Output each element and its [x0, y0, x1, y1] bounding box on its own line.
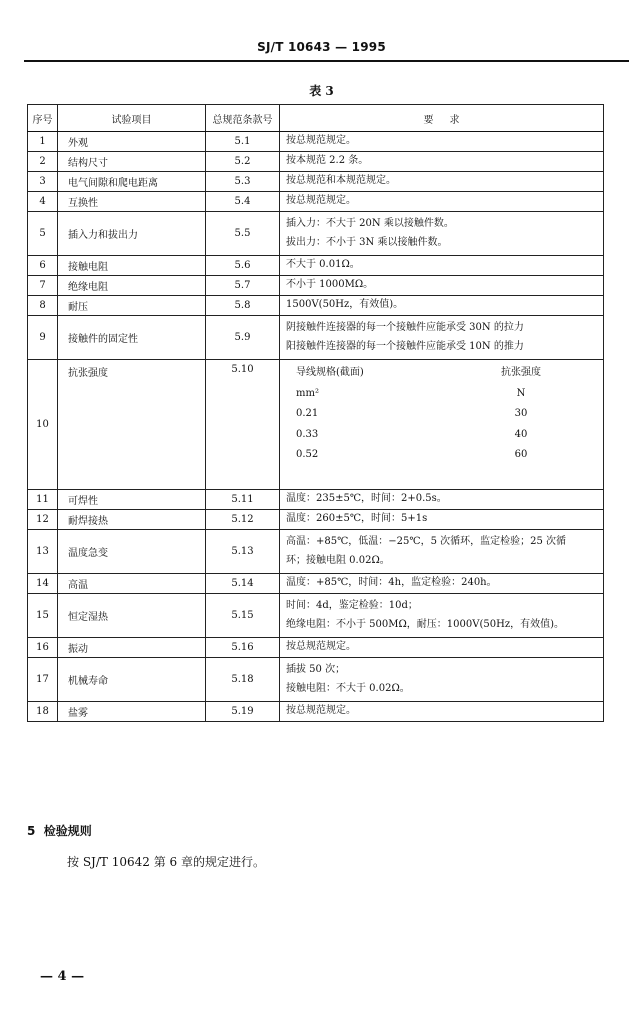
requirement-line: 环；接触电阻 0.02Ω。 — [286, 554, 390, 566]
row-number: 14 — [28, 574, 58, 594]
requirement — [280, 702, 604, 722]
requirement — [280, 172, 604, 192]
table-row — [28, 510, 604, 530]
table-row — [28, 212, 604, 256]
requirement — [280, 490, 604, 510]
row-number: 1 — [28, 132, 58, 152]
test-item: 高温 — [58, 574, 206, 594]
requirement-line: 接触电阻：不大于 0.02Ω。 — [286, 682, 410, 694]
table-row — [28, 490, 604, 510]
test-item: 插入力和拔出力 — [58, 212, 206, 256]
spec-clause-number: 5.13 — [206, 530, 280, 574]
tensile-strength-subtable — [286, 360, 597, 471]
table-row — [28, 360, 604, 490]
requirement-line: 时间：4d，鉴定检验：10d； — [286, 600, 418, 611]
wire-size-header: 导线规格(截面) — [296, 367, 364, 378]
table-row — [28, 276, 604, 296]
wire-size-value: 0.52 — [296, 449, 319, 460]
requirement-line: 按总规范规定。 — [286, 195, 356, 207]
requirement-line: 阴接触件连接器的每一个接触件应能承受 30N 的拉力 — [286, 322, 524, 333]
column-header-no: 序号 — [28, 105, 58, 132]
requirement-line: 按总规范规定。 — [286, 135, 356, 147]
test-item: 机械寿命 — [58, 658, 206, 702]
tensile-strength-header: 抗张强度 — [501, 367, 541, 378]
requirement — [280, 276, 604, 296]
table-row — [28, 594, 604, 638]
test-item: 接触电阻 — [58, 256, 206, 276]
row-number: 13 — [28, 530, 58, 574]
spec-clause-number: 5.10 — [206, 360, 280, 490]
row-number: 4 — [28, 192, 58, 212]
test-item: 恒定湿热 — [58, 594, 206, 638]
tensile-strength-unit: N — [516, 387, 526, 399]
column-header-requirement: 要 求 — [280, 105, 604, 132]
requirement — [280, 132, 604, 152]
requirement-line: 插入力：不大于 20N 乘以接触件数。 — [286, 218, 454, 229]
table-row — [28, 192, 604, 212]
row-number: 3 — [28, 172, 58, 192]
requirement-line: 绝缘电阻：不小于 500MΩ，耐压：1000V(50Hz，有效值)。 — [286, 618, 564, 630]
test-item: 外观 — [58, 132, 206, 152]
test-item: 抗张强度 — [58, 360, 206, 490]
tensile-strength-value: 30 — [514, 408, 528, 419]
test-item: 接触件的固定性 — [58, 316, 206, 360]
requirement — [280, 360, 604, 490]
spec-clause-number: 5.1 — [206, 132, 280, 152]
wire-size-value: 0.33 — [296, 428, 319, 440]
row-number: 16 — [28, 638, 58, 658]
test-item: 绝缘电阻 — [58, 276, 206, 296]
requirement — [280, 530, 604, 574]
requirement — [280, 152, 604, 172]
spec-clause-number: 5.15 — [206, 594, 280, 638]
table-row — [28, 152, 604, 172]
wire-size-unit: mm² — [296, 387, 319, 399]
table-row — [28, 316, 604, 360]
row-number: 9 — [28, 316, 58, 360]
requirement-line: 拔出力：不小于 3N 乘以接触件数。 — [286, 236, 448, 248]
requirement-line: 按总规范和本规范规定。 — [286, 175, 396, 187]
page-number: — 4 — — [40, 969, 85, 984]
spec-clause-number: 5.7 — [206, 276, 280, 296]
row-number: 5 — [28, 212, 58, 256]
row-number: 18 — [28, 702, 58, 722]
requirement-line: 高温：+85℃，低温：−25℃，5 次循环，监定检验；25 次循 — [286, 536, 567, 547]
requirement-line: 按总规范规定。 — [286, 641, 356, 653]
table-row — [28, 702, 604, 722]
table-row — [28, 574, 604, 594]
row-number: 17 — [28, 658, 58, 702]
header-rule — [24, 60, 629, 62]
spec-clause-number: 5.19 — [206, 702, 280, 722]
requirement-line: 不小于 1000MΩ。 — [286, 279, 374, 291]
requirement-line: 阳接触件连接器的每一个接触件应能承受 10N 的推力 — [286, 340, 524, 352]
spec-clause-number: 5.12 — [206, 510, 280, 530]
table-row — [28, 172, 604, 192]
column-header-item: 试验项目 — [58, 105, 206, 132]
document-header-title: SJ/T 10643 — 1995 — [257, 40, 386, 54]
table-row — [28, 132, 604, 152]
test-item: 电气间隙和爬电距离 — [58, 172, 206, 192]
requirement — [280, 316, 604, 360]
requirement — [280, 296, 604, 316]
requirement-line: 按总规范规定。 — [286, 705, 356, 717]
test-item: 盐雾 — [58, 702, 206, 722]
requirement-line: 温度：235±5℃，时间：2+0.5s。 — [286, 493, 447, 505]
test-item: 耐焊接热 — [58, 510, 206, 530]
test-item: 结构尺寸 — [58, 152, 206, 172]
requirement — [280, 192, 604, 212]
requirement — [280, 574, 604, 594]
test-item: 互换性 — [58, 192, 206, 212]
table-row — [28, 256, 604, 276]
table-row — [28, 638, 604, 658]
spec-clause-number: 5.9 — [206, 316, 280, 360]
test-requirements-table — [27, 104, 604, 722]
requirement-line: 按本规范 2.2 条。 — [286, 155, 369, 167]
requirement — [280, 256, 604, 276]
spec-clause-number: 5.6 — [206, 256, 280, 276]
requirement — [280, 638, 604, 658]
requirement — [280, 212, 604, 256]
spec-clause-number: 5.4 — [206, 192, 280, 212]
spec-clause-number: 5.5 — [206, 212, 280, 256]
table-caption: 表 3 — [309, 84, 334, 98]
row-number: 11 — [28, 490, 58, 510]
test-item: 可焊性 — [58, 490, 206, 510]
spec-clause-number: 5.2 — [206, 152, 280, 172]
row-number: 12 — [28, 510, 58, 530]
wire-size-value: 0.21 — [296, 408, 319, 419]
requirement — [280, 658, 604, 702]
table-row — [28, 296, 604, 316]
requirement-line: 1500V(50Hz，有效值)。 — [286, 299, 404, 311]
requirement-line: 插拔 50 次； — [286, 664, 346, 675]
spec-clause-number: 5.8 — [206, 296, 280, 316]
spec-clause-number: 5.11 — [206, 490, 280, 510]
spec-clause-number: 5.3 — [206, 172, 280, 192]
column-header-clause: 总规范条款号 — [206, 105, 280, 132]
spec-clause-number: 5.18 — [206, 658, 280, 702]
tensile-strength-value: 40 — [514, 428, 528, 440]
row-number: 8 — [28, 296, 58, 316]
tensile-strength-value: 60 — [514, 449, 528, 460]
spec-clause-number: 5.16 — [206, 638, 280, 658]
section-body: 按 SJ/T 10642 第 6 章的规定进行。 — [67, 855, 265, 869]
row-number: 10 — [28, 360, 58, 490]
table-row — [28, 658, 604, 702]
row-number: 6 — [28, 256, 58, 276]
row-number: 7 — [28, 276, 58, 296]
row-number: 2 — [28, 152, 58, 172]
spec-clause-number: 5.14 — [206, 574, 280, 594]
test-item: 耐压 — [58, 296, 206, 316]
requirement — [280, 510, 604, 530]
test-item: 振动 — [58, 638, 206, 658]
row-number: 15 — [28, 594, 58, 638]
section-heading: 5 检验规则 — [27, 824, 92, 838]
test-item: 温度急变 — [58, 530, 206, 574]
requirement-line: 不大于 0.01Ω。 — [286, 259, 360, 271]
requirement-line: 温度：+85℃，时间：4h，监定检验：240h。 — [286, 577, 497, 589]
requirement — [280, 594, 604, 638]
table-header-row — [28, 105, 604, 132]
table-row — [28, 530, 604, 574]
requirement-line: 温度：260±5℃，时间：5+1s — [286, 513, 428, 525]
